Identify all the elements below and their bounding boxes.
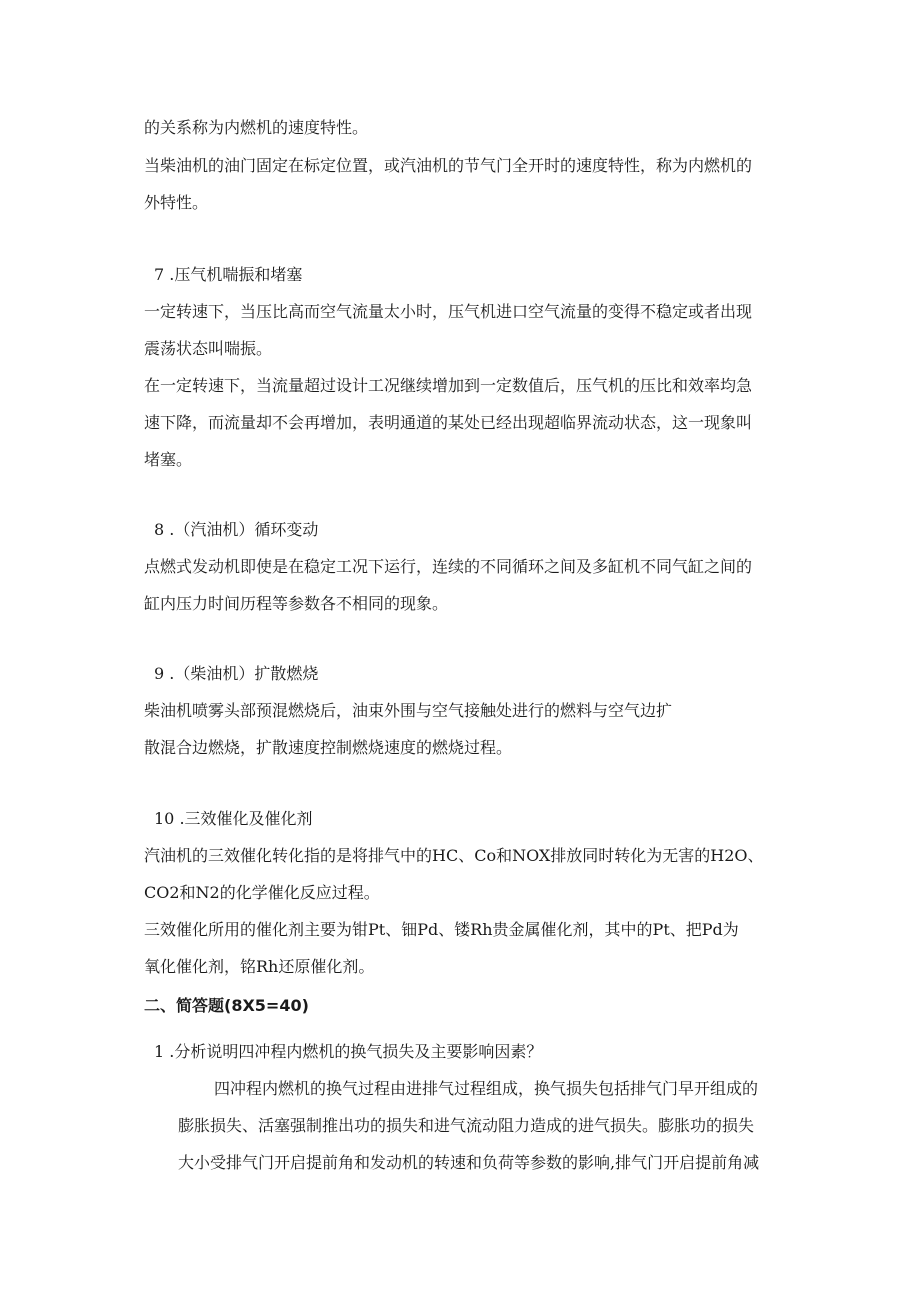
text-line: 散混合边燃烧，扩散速度控制燃烧速度的燃烧过程。	[144, 738, 513, 757]
text-line: 在一定转速下，当流量超过设计工况继续增加到一定数值后，压气机的压比和效率均急	[144, 376, 753, 395]
text-line: 柴油机喷雾头部预混燃烧后，油束外围与空气接触处进行的燃料与空气边扩	[144, 701, 673, 720]
text-line: CO2和N2的化学催化反应过程。	[144, 883, 380, 902]
text-line: 氧化催化剂，铭Rh还原催化剂。	[144, 957, 375, 976]
text-line: 点燃式发动机即使是在稳定工况下运行，连续的不同循环之间及多缸机不同气缸之间的	[144, 557, 753, 576]
term-heading-8: 8 .（汽油机）循环变动	[154, 520, 319, 539]
term-heading-10: 10 .三效催化及催化剂	[154, 809, 313, 828]
answer-line: 大小受排气门开启提前角和发动机的转速和负荷等参数的影响,排气门开启提前角减	[178, 1153, 760, 1172]
text-line: 三效催化所用的催化剂主要为钳Pt、钿Pd、镂Rh贵金属催化剂，其中的Pt、把Pd为	[144, 920, 739, 939]
text-line: 震荡状态叫喘振。	[144, 339, 273, 358]
term-heading-9: 9 .（柴油机）扩散燃烧	[154, 664, 319, 683]
section-heading: 二、简答题(8X5=40)	[144, 996, 309, 1015]
text-line: 堵塞。	[144, 450, 193, 469]
answer-line: 四冲程内燃机的换气过程由进排气过程组成，换气损失包括排气门早开组成的	[214, 1079, 759, 1098]
text-line: 的关系称为内燃机的速度特性。	[144, 118, 369, 137]
question-1: 1 .分析说明四冲程内燃机的换气损失及主要影响因素？	[154, 1042, 543, 1061]
text-line: 速下降，而流量却不会再增加，表明通道的某处已经出现超临界流动状态，这一现象叫	[144, 413, 753, 432]
text-line: 一定转速下，当压比高而空气流量太小时，压气机进口空气流量的变得不稳定或者出现	[144, 302, 753, 321]
text-line: 缸内压力时间历程等参数各不相同的现象。	[144, 594, 449, 613]
text-line: 外特性。	[144, 193, 209, 212]
text-line: 汽油机的三效催化转化指的是将排气中的HC、Co和NOX排放同时转化为无害的H2O、	[144, 846, 764, 865]
text-line: 当柴油机的油门固定在标定位置，或汽油机的节气门全开时的速度特性，称为内燃机的	[144, 156, 753, 175]
term-heading-7: 7 .压气机喘振和堵塞	[154, 265, 303, 284]
answer-line: 膨胀损失、活塞强制推出功的损失和进气流动阻力造成的进气损失。膨胀功的损失	[178, 1116, 755, 1135]
